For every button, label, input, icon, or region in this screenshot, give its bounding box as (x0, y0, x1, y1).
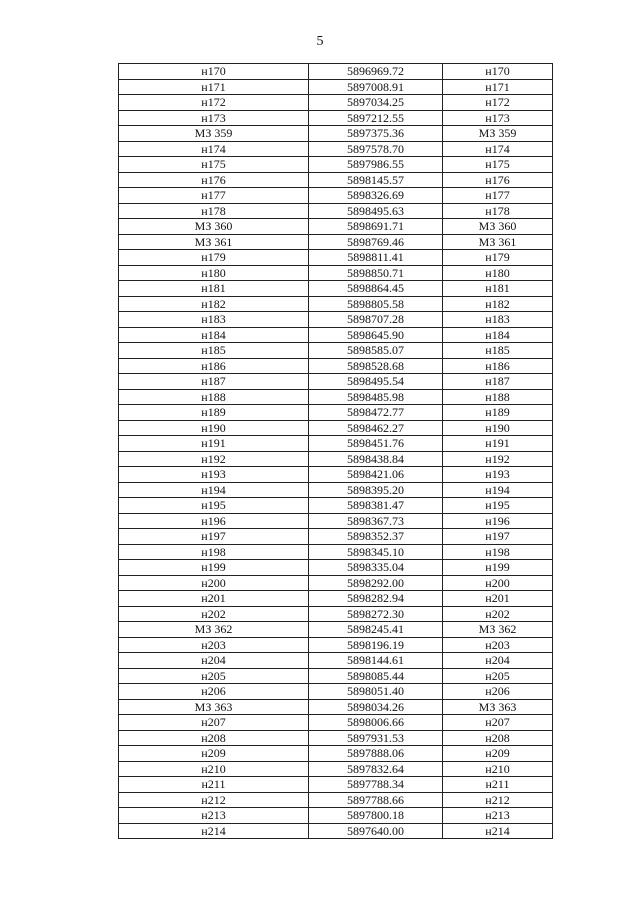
table-row (119, 451, 553, 467)
table-row (119, 498, 553, 514)
point-label-cell: н203 (443, 637, 553, 653)
coordinate-cell: 5898528.68 (309, 358, 443, 374)
point-label-cell: н195 (443, 498, 553, 514)
table-row (119, 699, 553, 715)
point-label-cell: н190 (119, 420, 309, 436)
point-label-cell: н201 (119, 591, 309, 607)
coordinate-cell: 5897578.70 (309, 141, 443, 157)
coordinate-cell: 5898472.77 (309, 405, 443, 421)
point-label-cell: н180 (119, 265, 309, 281)
point-label-cell: н180 (443, 265, 553, 281)
point-label-cell: н196 (443, 513, 553, 529)
table-row (119, 172, 553, 188)
point-label-cell: н201 (443, 591, 553, 607)
point-label-cell: МЗ 362 (119, 622, 309, 638)
point-label-cell: н188 (443, 389, 553, 405)
table-row (119, 482, 553, 498)
point-label-cell: н192 (119, 451, 309, 467)
point-label-cell: н177 (119, 188, 309, 204)
coordinate-cell: 5898421.06 (309, 467, 443, 483)
point-label-cell: н207 (119, 715, 309, 731)
point-label-cell: н193 (119, 467, 309, 483)
point-label-cell: н196 (119, 513, 309, 529)
point-label-cell: МЗ 361 (119, 234, 309, 250)
table-row (119, 730, 553, 746)
coordinate-cell: 5898282.94 (309, 591, 443, 607)
point-label-cell: н211 (119, 777, 309, 793)
coordinate-cell: 5897800.18 (309, 808, 443, 824)
point-label-cell: н171 (119, 79, 309, 95)
table-row (119, 95, 553, 111)
table-row (119, 637, 553, 653)
point-label-cell: н204 (443, 653, 553, 669)
point-label-cell: МЗ 360 (443, 219, 553, 235)
point-label-cell: н208 (119, 730, 309, 746)
point-label-cell: н172 (443, 95, 553, 111)
point-label-cell: н182 (443, 296, 553, 312)
table-row (119, 203, 553, 219)
point-label-cell: н193 (443, 467, 553, 483)
point-label-cell: н199 (443, 560, 553, 576)
point-label-cell: МЗ 359 (119, 126, 309, 142)
table-row (119, 250, 553, 266)
coordinate-cell: 5898085.44 (309, 668, 443, 684)
point-label-cell: н174 (443, 141, 553, 157)
coordinate-cell: 5898051.40 (309, 684, 443, 700)
point-label-cell: н206 (443, 684, 553, 700)
coordinate-cell: 5897640.00 (309, 823, 443, 839)
coordinate-cell: 5898395.20 (309, 482, 443, 498)
coordinate-cell: 5897888.06 (309, 746, 443, 762)
table-row (119, 188, 553, 204)
coordinate-cell: 5897008.91 (309, 79, 443, 95)
coordinates-table-body (119, 64, 553, 839)
point-label-cell: н214 (443, 823, 553, 839)
coordinate-cell: 5896969.72 (309, 64, 443, 80)
table-row (119, 265, 553, 281)
table-row (119, 64, 553, 80)
coordinate-cell: 5897212.55 (309, 110, 443, 126)
table-row (119, 296, 553, 312)
point-label-cell: н208 (443, 730, 553, 746)
point-label-cell: н212 (443, 792, 553, 808)
point-label-cell: н203 (119, 637, 309, 653)
point-label-cell: н195 (119, 498, 309, 514)
point-label-cell: н184 (443, 327, 553, 343)
table-row (119, 312, 553, 328)
table-row (119, 374, 553, 390)
coordinate-cell: 5898485.98 (309, 389, 443, 405)
point-label-cell: н188 (119, 389, 309, 405)
coordinate-cell: 5898345.10 (309, 544, 443, 560)
point-label-cell: н194 (443, 482, 553, 498)
point-label-cell: МЗ 362 (443, 622, 553, 638)
table-row (119, 141, 553, 157)
table-row (119, 281, 553, 297)
point-label-cell: н174 (119, 141, 309, 157)
point-label-cell: н170 (443, 64, 553, 80)
table-row (119, 110, 553, 126)
coordinate-cell: 5898145.57 (309, 172, 443, 188)
point-label-cell: н209 (119, 746, 309, 762)
coordinate-cell: 5897034.25 (309, 95, 443, 111)
table-row (119, 343, 553, 359)
table-row (119, 792, 553, 808)
coordinate-cell: 5898144.61 (309, 653, 443, 669)
point-label-cell: н211 (443, 777, 553, 793)
table-row (119, 467, 553, 483)
point-label-cell: н183 (443, 312, 553, 328)
coordinate-cell: 5898367.73 (309, 513, 443, 529)
point-label-cell: МЗ 363 (119, 699, 309, 715)
coordinate-cell: 5898196.19 (309, 637, 443, 653)
point-label-cell: н177 (443, 188, 553, 204)
coordinate-cell: 5898495.63 (309, 203, 443, 219)
point-label-cell: н191 (119, 436, 309, 452)
point-label-cell: н189 (443, 405, 553, 421)
point-label-cell: МЗ 363 (443, 699, 553, 715)
table-row (119, 513, 553, 529)
coordinate-cell: 5898495.54 (309, 374, 443, 390)
table-row (119, 79, 553, 95)
point-label-cell: н189 (119, 405, 309, 421)
point-label-cell: н199 (119, 560, 309, 576)
coordinate-cell: 5898326.69 (309, 188, 443, 204)
table-row (119, 405, 553, 421)
coordinate-cell: 5898352.37 (309, 529, 443, 545)
coordinate-cell: 5898245.41 (309, 622, 443, 638)
point-label-cell: н190 (443, 420, 553, 436)
coordinate-cell: 5898451.76 (309, 436, 443, 452)
point-label-cell: н200 (119, 575, 309, 591)
point-label-cell: н187 (119, 374, 309, 390)
coordinate-cell: 5898645.90 (309, 327, 443, 343)
point-label-cell: н204 (119, 653, 309, 669)
coordinates-table (118, 63, 553, 839)
point-label-cell: н197 (443, 529, 553, 545)
coordinate-cell: 5898769.46 (309, 234, 443, 250)
point-label-cell: н170 (119, 64, 309, 80)
table-row (119, 436, 553, 452)
table-row (119, 591, 553, 607)
point-label-cell: н202 (443, 606, 553, 622)
coordinate-cell: 5897375.36 (309, 126, 443, 142)
coordinate-cell: 5898272.30 (309, 606, 443, 622)
point-label-cell: н178 (443, 203, 553, 219)
point-label-cell: н206 (119, 684, 309, 700)
table-row (119, 823, 553, 839)
coordinate-cell: 5898462.27 (309, 420, 443, 436)
point-label-cell: н200 (443, 575, 553, 591)
point-label-cell: н212 (119, 792, 309, 808)
table-row (119, 808, 553, 824)
coordinate-cell: 5898438.84 (309, 451, 443, 467)
table-row (119, 327, 553, 343)
table-row (119, 544, 553, 560)
point-label-cell: МЗ 360 (119, 219, 309, 235)
coordinate-cell: 5898292.00 (309, 575, 443, 591)
point-label-cell: н210 (443, 761, 553, 777)
point-label-cell: н194 (119, 482, 309, 498)
point-label-cell: н179 (443, 250, 553, 266)
table-row (119, 358, 553, 374)
point-label-cell: н214 (119, 823, 309, 839)
point-label-cell: н182 (119, 296, 309, 312)
point-label-cell: н197 (119, 529, 309, 545)
coordinate-cell: 5898811.41 (309, 250, 443, 266)
table-row (119, 126, 553, 142)
coordinate-cell: 5898034.26 (309, 699, 443, 715)
point-label-cell: н185 (119, 343, 309, 359)
point-label-cell: н213 (443, 808, 553, 824)
point-label-cell: н176 (119, 172, 309, 188)
coordinate-cell: 5898850.71 (309, 265, 443, 281)
point-label-cell: н178 (119, 203, 309, 219)
point-label-cell: н213 (119, 808, 309, 824)
point-label-cell: н191 (443, 436, 553, 452)
coordinate-cell: 5898707.28 (309, 312, 443, 328)
coordinate-cell: 5898691.71 (309, 219, 443, 235)
table-row (119, 575, 553, 591)
table-row (119, 684, 553, 700)
point-label-cell: н172 (119, 95, 309, 111)
table-row (119, 420, 553, 436)
point-label-cell: н205 (443, 668, 553, 684)
table-row (119, 746, 553, 762)
table-row (119, 761, 553, 777)
point-label-cell: н181 (119, 281, 309, 297)
table-row (119, 777, 553, 793)
point-label-cell: МЗ 361 (443, 234, 553, 250)
point-label-cell: н173 (443, 110, 553, 126)
page-number: 5 (316, 34, 324, 49)
point-label-cell: н192 (443, 451, 553, 467)
point-label-cell: н207 (443, 715, 553, 731)
point-label-cell: н210 (119, 761, 309, 777)
point-label-cell: н183 (119, 312, 309, 328)
coordinate-cell: 5897832.64 (309, 761, 443, 777)
point-label-cell: н185 (443, 343, 553, 359)
coordinate-cell: 5898006.66 (309, 715, 443, 731)
point-label-cell: МЗ 359 (443, 126, 553, 142)
table-row (119, 622, 553, 638)
table-row (119, 157, 553, 173)
point-label-cell: н179 (119, 250, 309, 266)
coordinate-cell: 5897788.34 (309, 777, 443, 793)
point-label-cell: н205 (119, 668, 309, 684)
point-label-cell: н209 (443, 746, 553, 762)
point-label-cell: н171 (443, 79, 553, 95)
point-label-cell: н181 (443, 281, 553, 297)
table-row (119, 219, 553, 235)
coordinate-cell: 5897931.53 (309, 730, 443, 746)
point-label-cell: н198 (443, 544, 553, 560)
table-row (119, 606, 553, 622)
point-label-cell: н175 (443, 157, 553, 173)
point-label-cell: н186 (443, 358, 553, 374)
coordinate-cell: 5898335.04 (309, 560, 443, 576)
coordinate-cell: 5898381.47 (309, 498, 443, 514)
point-label-cell: н175 (119, 157, 309, 173)
table-row (119, 653, 553, 669)
point-label-cell: н187 (443, 374, 553, 390)
point-label-cell: н198 (119, 544, 309, 560)
coordinate-cell: 5897788.66 (309, 792, 443, 808)
point-label-cell: н186 (119, 358, 309, 374)
table-row (119, 668, 553, 684)
coordinate-cell: 5898585.07 (309, 343, 443, 359)
table-row (119, 529, 553, 545)
point-label-cell: н184 (119, 327, 309, 343)
coordinate-cell: 5898805.58 (309, 296, 443, 312)
point-label-cell: н202 (119, 606, 309, 622)
coordinate-cell: 5897986.55 (309, 157, 443, 173)
table-row (119, 234, 553, 250)
table-row (119, 560, 553, 576)
point-label-cell: н176 (443, 172, 553, 188)
point-label-cell: н173 (119, 110, 309, 126)
coordinate-cell: 5898864.45 (309, 281, 443, 297)
table-row (119, 389, 553, 405)
table-row (119, 715, 553, 731)
